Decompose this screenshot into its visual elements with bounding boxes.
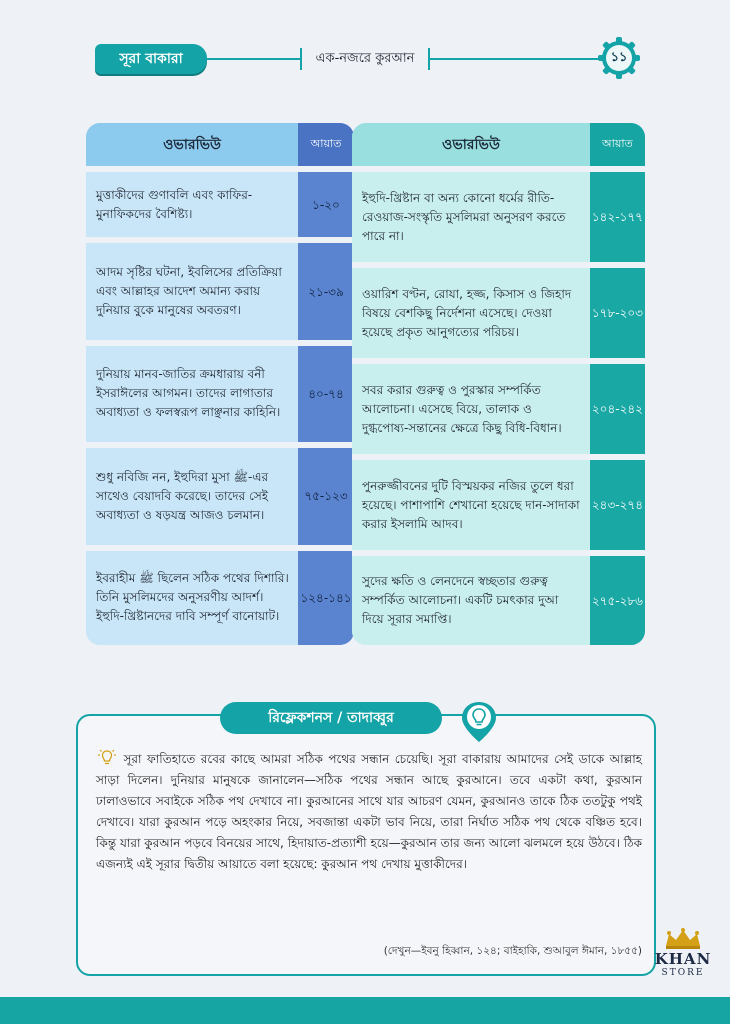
crown-icon — [663, 928, 703, 950]
overview-cell: শুধু নবিজি নন, ইহুদিরা মুসা ﷺ-এর সাথেও বেয়াদবি করেছে। তাদের সেই অবাধ্যতা ও ষড়যন্ত্র আজও চলমান। — [96, 469, 269, 522]
ayat-cell: ৭৫-১২৩ — [304, 489, 348, 504]
reflections-text: সূরা ফাতিহাতে রবের কাছে আমরা সঠিক পথের সন্ধান চেয়েছি। সূরা বাকারায় আমাদের সেই ডাকে আল্লাহ সাড়া দিলেন। দুনিয়ার মানুষকে জানালেন—সঠিক পথের সন্ধান আছে কুরআনে। তবে একটা কথা, কুরআন ঢালাওভাবে সবাইকে সঠিক পথ দেখাবে না। কুরআনের সাথে যার আচরণ যেমন, কুরআনও তাকে ঠিক ততটুকু পথই দেখাবে। যারা কুরআন পড়ে অহংকার নিয়ে, সবজান্তা একটা ভাব নিয়ে, তারা নির্ঘাত সঠিক পথ থেকে বঞ্চিত হবে। কিন্তু যারা কুরআন পড়বে বিনয়ের সাথে, হিদায়াত-প্রত্যাশী হয়ে—কুরআন তার জন্য আলো ঝলমলে হয়ে উঠবে। ঠিক এজন্যই এই সূরার দ্বিতীয় আয়াতে বলা হয়েছে: কুরআন পথ দেখায় মুত্তাকীদের। — [96, 752, 642, 871]
ayat-cell: ৪০-৭৪ — [308, 386, 344, 401]
column-header-ayat: আয়াত — [590, 123, 645, 169]
overview-cell: ইবরাহীম ﷺ ছিলেন সঠিক পথের দিশারি। তিনি মুসলিমদের অনুসরণীয় আদর্শ। ইহুদি-খ্রিষ্টানদের দাবি সম্পূর্ণ বানোয়াট। — [96, 571, 289, 624]
table-row — [86, 169, 354, 240]
table-row — [352, 169, 645, 265]
overview-cell: পুনরুজ্জীবনের দুটি বিস্ময়কর নজির তুলে ধরা হয়েছে। পাশাপাশি শেখানো হয়েছে দান-সাদাকা করার ইসলামি আদব। — [362, 478, 580, 531]
overview-cell: মুত্তাকীদের গুণাবলি এবং কাফির-মুনাফিকদের বৈশিষ্ট্য। — [96, 187, 253, 221]
overview-cell: সবর করার গুরুত্ব ও পুরস্কার সম্পর্কিত আলোচনা। এসেছে বিয়ে, তালাক ও দুগ্ধপোষ্য-সন্তানের ক্ষেত্রে কিছু বিধি-বিধান। — [362, 382, 562, 435]
overview-cell: ওয়ারিশ বণ্টন, রোযা, হজ্জ, কিসাস ও জিহাদ বিষয়ে বেশকিছু নির্দেশনা এসেছে। দেওয়া হয়েছে প্রকৃত আনুগত্যের পরিচয়। — [362, 286, 572, 339]
store-logo — [644, 928, 722, 998]
footer-bar — [0, 997, 730, 1024]
table-row — [352, 361, 645, 457]
section-label: এক-নজরে কুরআন — [300, 48, 430, 70]
overview-cell: আদম সৃষ্টির ঘটনা, ইবলিসের প্রতিক্রিয়া এবং আল্লাহর আদেশ অমান্য করায় দুনিয়ার বুকে মানুষের অবতরণ। — [96, 265, 282, 318]
lightbulb-icon — [96, 748, 118, 766]
ayat-cell: ১২৪-১৪১ — [300, 590, 352, 605]
table-row — [352, 265, 645, 361]
column-header-overview: ওভারভিউ — [352, 123, 590, 169]
overview-cell: সুদের ক্ষতি ও লেনদেনে স্বচ্ছতার গুরুত্ব সম্পর্কিত আলোচনা। একটি চমৎকার দুআ দিয়ে সূরার সমাপ্তি। — [362, 574, 559, 627]
ayat-cell: ১৪২-১৭৭ — [591, 210, 643, 225]
surah-label: সূরা বাকারা — [95, 44, 207, 74]
page-number: ১১ — [610, 49, 628, 65]
reflections-body — [96, 748, 642, 875]
overview-table-left — [86, 123, 354, 645]
page-header — [0, 0, 730, 100]
overview-table-right — [352, 123, 645, 645]
ayat-cell: ২৪৩-২৭৪ — [591, 498, 643, 513]
overview-cell: দুনিয়ায় মানব-জাতির ক্রমধারায় বনী ইসরাঈলের আগমন। তাদের লাগাতার অবাধ্যতা ও ফলস্বরূপ লাঞ্ছনার কাহিনি। — [96, 367, 281, 420]
ayat-cell: ২০৪-২৪২ — [591, 402, 643, 417]
table-row — [86, 240, 354, 342]
table-row — [86, 343, 354, 445]
ayat-cell: ১-২০ — [312, 197, 340, 212]
table-row — [86, 445, 354, 547]
lightbulb-icon — [460, 700, 498, 744]
logo-name: KHAN — [654, 950, 712, 968]
table-row — [86, 548, 354, 646]
reflections-title: রিফ্লেকশনস / তাদাব্বুর — [220, 702, 442, 734]
ayat-cell: ১৭৮-২০৩ — [591, 306, 643, 321]
table-row — [352, 457, 645, 553]
column-header-ayat: আয়াত — [298, 123, 354, 169]
citation: (দেখুন—ইবনু হিব্বান, ১২৪; বাইহাকি, শুআবুল ঈমান, ১৮৫৫) — [383, 945, 642, 957]
ayat-cell: ২৭৫-২৮৬ — [591, 593, 643, 608]
overview-cell: ইহুদি-খ্রিষ্টান বা অন্য কোনো ধর্মের রীতি-রেওয়াজ-সংস্কৃতি মুসলিমরা অনুসরণ করতে পারে না। — [362, 190, 566, 243]
table-row — [352, 553, 645, 645]
column-header-overview: ওভারভিউ — [86, 123, 298, 169]
logo-sub: STORE — [661, 968, 705, 978]
ayat-cell: ২১-৩৯ — [308, 284, 344, 299]
